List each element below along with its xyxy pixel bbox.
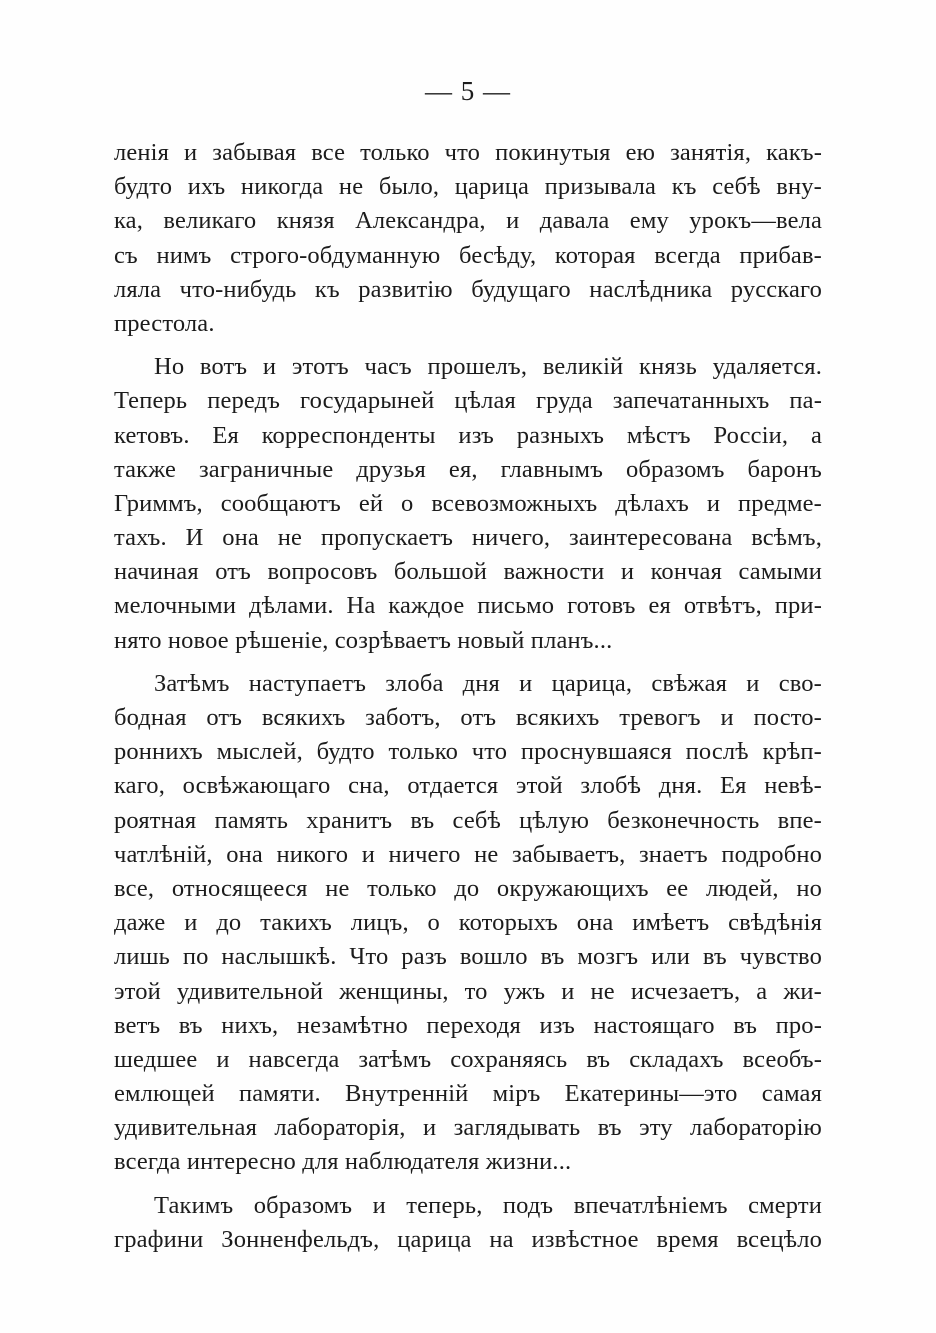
paragraph-gap — [114, 658, 822, 667]
text-line: ка, великаго князя Александра, и давала ему урокъ—вела — [114, 207, 822, 235]
text-line: емлющей памяти. Внутренній міръ Екатерины—это самая — [114, 1080, 822, 1108]
text-line: Затѣмъ наступаетъ злоба дня и царица, свѣжая и сво- — [154, 669, 822, 697]
text-line: престола. — [114, 309, 215, 337]
text-line: ляла что-нибудь къ развитію будущаго наслѣдника русскаго — [114, 275, 822, 303]
text-line: бодная отъ всякихъ заботъ, отъ всякихъ тревогъ и посто- — [114, 704, 822, 731]
body-text — [114, 136, 822, 1257]
text-line: даже и до такихъ лицъ, о которыхъ она имѣетъ свѣдѣнія — [114, 909, 822, 937]
paragraph — [114, 667, 822, 1180]
text-line: будто ихъ никогда не было, царица призывала къ себѣ вну- — [114, 173, 822, 201]
text-line: кетовъ. Ея корреспонденты изъ разныхъ мѣстъ Россіи, а — [114, 421, 822, 449]
text-line: роятная память хранитъ въ себѣ цѣлую безконечность впе- — [114, 806, 822, 834]
text-line: графини Зонненфельдъ, царица на извѣстное время всецѣло — [114, 1225, 822, 1253]
text-line: тахъ. И она не пропускаетъ ничего, заинтересована всѣмъ, — [114, 524, 822, 552]
text-line: всегда интересно для наблюдателя жизни... — [114, 1148, 572, 1176]
text-line: этой удивительной женщины, то ужъ и не исчезаетъ, а жи- — [114, 977, 822, 1005]
text-line: Теперь передъ государыней цѣлая груда запечатанныхъ па- — [114, 387, 822, 415]
text-line: ветъ въ нихъ, незамѣтно переходя изъ настоящаго въ про- — [114, 1011, 822, 1039]
text-line: шедшее и навсегда затѣмъ сохраняясь въ складахъ всеобъ- — [114, 1045, 822, 1073]
text-line: Гриммъ, сообщаютъ ей о всевозможныхъ дѣлахъ и предме- — [114, 489, 822, 517]
text-line: чатлѣній, она никого и ничего не забываетъ, знаетъ подробно — [114, 840, 822, 868]
text-line: начиная отъ вопросовъ большой важности и кончая самыми — [114, 558, 822, 586]
paragraph-gap — [114, 1180, 822, 1189]
text-line: удивительная лабораторія, и заглядывать въ эту лабораторію — [114, 1114, 822, 1142]
text-line: все, относящееся не только до окружающихъ ее людей, но — [114, 874, 822, 902]
text-line: роннихъ мыслей, будто только что проснувшаяся послѣ крѣп- — [114, 738, 822, 766]
text-line: Такимъ образомъ и теперь, подъ впечатлѣніемъ смерти — [154, 1191, 822, 1219]
text-line: Но вотъ и этотъ часъ прошелъ, великій князь удаляется. — [154, 353, 822, 381]
paragraph-gap — [114, 341, 822, 350]
page-number: — 5 — — [425, 76, 511, 106]
text-line: также заграничные друзья ея, главнымъ образомъ баронъ — [114, 455, 822, 483]
text-line: лишь по наслышкѣ. Что разъ вошло въ мозгъ или въ чувство — [114, 943, 822, 971]
paragraph — [114, 136, 822, 341]
text-line: каго, освѣжающаго сна, отдается этой злобѣ дня. Ея невѣ- — [114, 772, 822, 800]
text-line: нято новое рѣшеніе, созрѣваетъ новый планъ... — [114, 626, 613, 654]
paragraph — [114, 350, 822, 658]
text-line: мелочными дѣлами. На каждое письмо готовъ ея отвѣтъ, при- — [114, 592, 822, 620]
text-line: съ нимъ строго-обдуманную бесѣду, которая всегда прибав- — [114, 241, 822, 269]
paragraph — [114, 1189, 822, 1257]
text-line: ленія и забывая все только что покинутыя ею занятія, какъ- — [114, 139, 822, 166]
